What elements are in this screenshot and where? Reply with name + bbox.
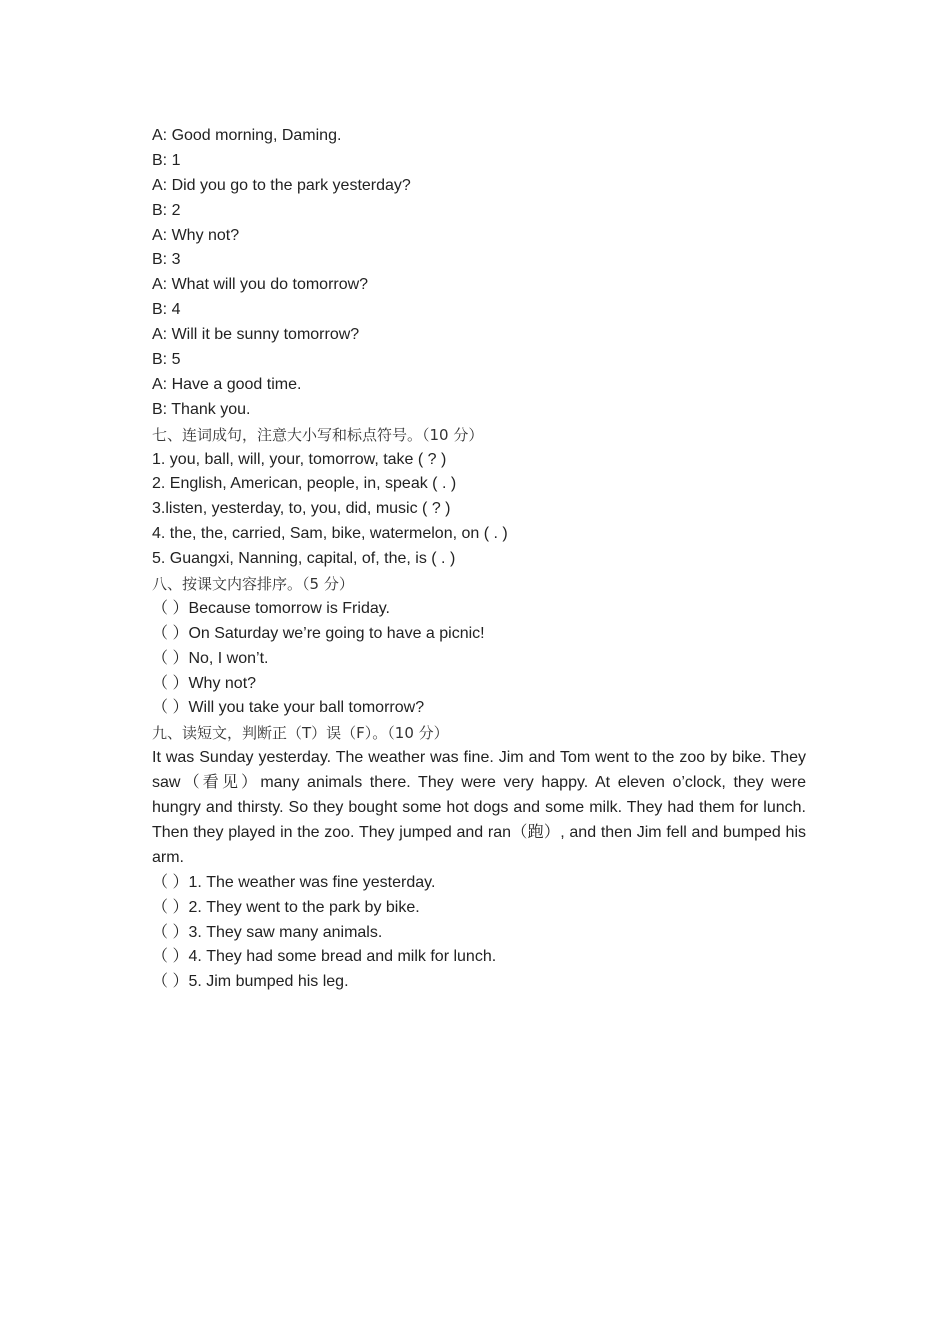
- order-item: （ ）Will you take your ball tomorrow?: [152, 699, 425, 717]
- reading-passage: It was Sunday yesterday. The weather was fine. Jim and Tom went to the zoo by bike. They saw（看见）many animals there. They were very happy. At eleven o’clock, they were hungry and thirsty. So they bought some hot dogs and some milk. They had them for lunch. Then they played in the zoo. They jumped and ran（跑）, and then Jim fell and bumped his arm.: [152, 749, 806, 866]
- section-9-heading: 九、读短文，判断正（T）误（F）。（10 分）: [152, 724, 449, 743]
- dialogue-line: A: Have a good time.: [152, 375, 302, 393]
- dialogue-line: A: Why not?: [152, 226, 240, 244]
- dialogue-line: B: 4: [152, 301, 181, 319]
- dialogue-line: B: 2: [152, 201, 181, 219]
- dialogue-line: B: Thank you.: [152, 400, 251, 418]
- order-item: （ ）On Saturday we’re going to have a picnic!: [152, 624, 485, 642]
- true-false-item: （ ）3. They saw many animals.: [152, 923, 383, 941]
- sentence-item: 4. the, the, carried, Sam, bike, watermelon, on ( . ): [152, 525, 508, 543]
- order-item: （ ）No, I won’t.: [152, 649, 269, 667]
- true-false-item: （ ）5. Jim bumped his leg.: [152, 973, 349, 991]
- dialogue-line: A: Good morning, Daming.: [152, 127, 342, 144]
- order-item: （ ）Why not?: [152, 674, 257, 692]
- sentence-item: 5. Guangxi, Nanning, capital, of, the, is ( . ): [152, 550, 456, 568]
- dialogue-line: A: What will you do tomorrow?: [152, 276, 369, 294]
- dialogue-line: A: Did you go to the park yesterday?: [152, 176, 411, 194]
- sentence-item: 2. English, American, people, in, speak ( . ): [152, 475, 457, 493]
- section-7: [152, 423, 806, 572]
- section-8-heading: 八、按课文内容排序。（5 分）: [152, 575, 354, 594]
- true-false-item: （ ）2. They went to the park by bike.: [152, 898, 420, 916]
- sentence-item: 3.listen, yesterday, to, you, did, music ( ? ): [152, 500, 451, 518]
- true-false-item: （ ）4. They had some bread and milk for lunch.: [152, 948, 497, 966]
- order-item: （ ）Because tomorrow is Friday.: [152, 599, 390, 617]
- section-8: [152, 572, 806, 721]
- dialogue-line: B: 3: [152, 251, 181, 269]
- dialogue-line: B: 5: [152, 351, 181, 369]
- section-7-heading: 七、连词成句，注意大小写和标点符号。（10 分）: [152, 425, 484, 444]
- section-9: [152, 721, 806, 995]
- dialogue-line: B: 1: [152, 151, 181, 169]
- sentence-item: 1. you, ball, will, your, tomorrow, take ( ? ): [152, 450, 447, 468]
- true-false-item: （ ）1. The weather was fine yesterday.: [152, 873, 436, 891]
- dialogue-line: A: Will it be sunny tomorrow?: [152, 326, 360, 344]
- dialogue-section: [152, 124, 806, 423]
- worksheet-page: [152, 124, 806, 995]
